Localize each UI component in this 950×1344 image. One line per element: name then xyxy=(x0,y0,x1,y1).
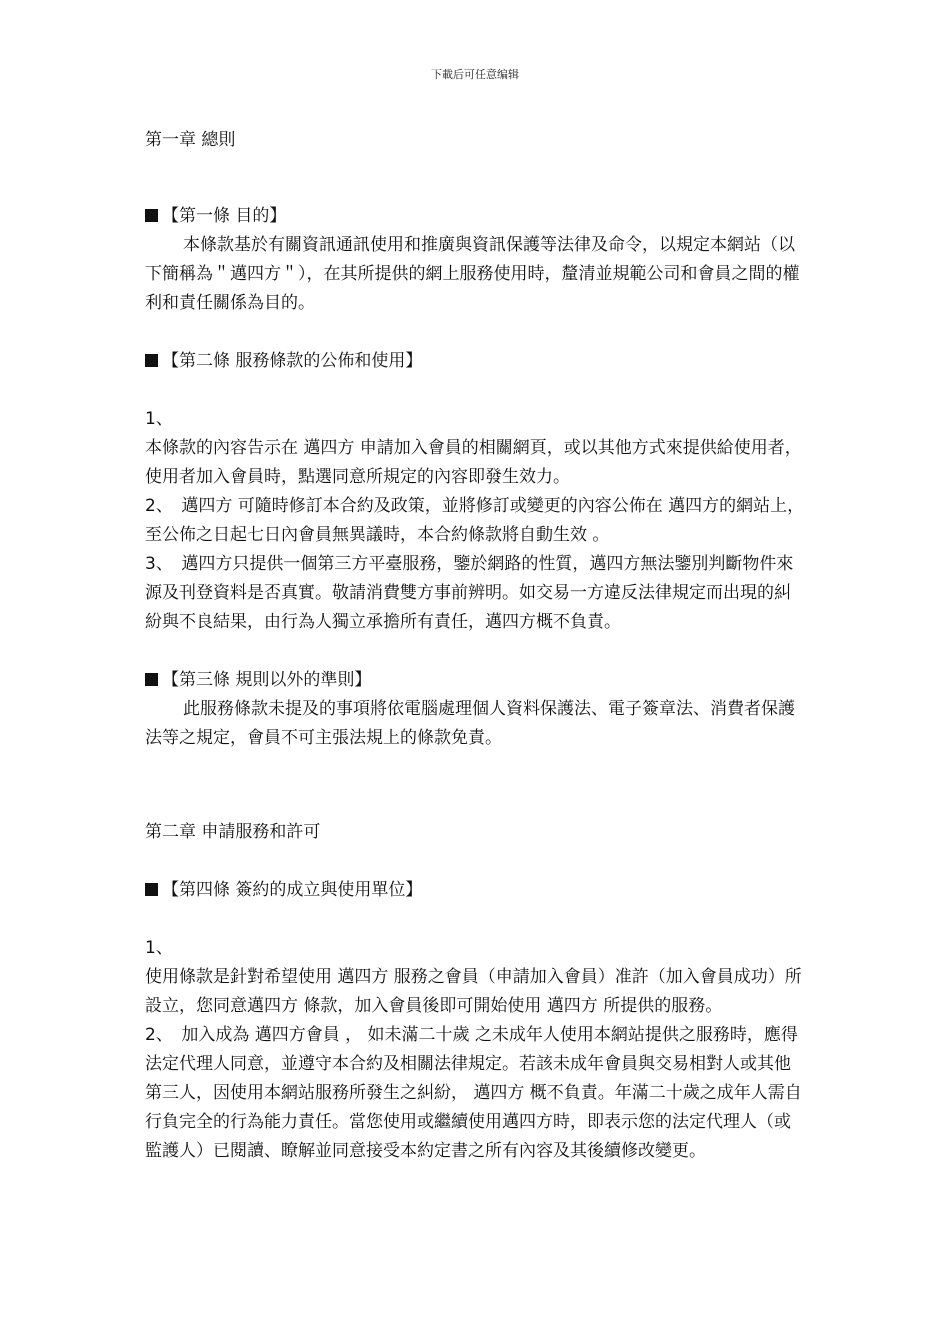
article-1-heading xyxy=(145,202,805,231)
article-2-heading xyxy=(145,347,805,376)
chapter-1-title: 第一章 總則 xyxy=(145,130,236,150)
article-4-item-1-number: 1、 xyxy=(145,938,173,958)
article-3-title: 【第三條 規則以外的準則】 xyxy=(162,670,372,690)
document-body xyxy=(145,126,805,1166)
article-2-item-3: 3、 邁四方只提供一個第三方平臺服務，鑒於網路的性質，邁四方無法鑒別判斷物件來源及刊登資料是否真實。敬請消費雙方事前辨明。如交易一方違反法律規定而出現的糾紛與不良結果，由行為人獨立承擔所有責任，邁四方概不負責。 xyxy=(145,554,794,632)
article-1-title: 【第一條 目的】 xyxy=(162,206,287,226)
article-2-title: 【第二條 服務條款的公佈和使用】 xyxy=(162,351,423,371)
square-bullet-icon xyxy=(145,209,158,222)
article-2-item-1: 本條款的內容告示在 邁四方 申請加入會員的相關網頁，或以其他方式來提供給使用者，使用者加入會員時，點選同意所規定的內容即發生效力。 xyxy=(145,438,802,487)
article-4-heading xyxy=(145,876,805,905)
article-3-heading xyxy=(145,666,805,695)
square-bullet-icon xyxy=(145,883,158,896)
article-4-item-1: 使用條款是針對希望使用 邁四方 服務之會員（申請加入會員）准許（加入會員成功）所設立，您同意邁四方 條款，加入會員後即可開始使用 邁四方 所提供的服務。 xyxy=(145,967,802,1016)
square-bullet-icon xyxy=(145,673,158,686)
article-4-title: 【第四條 簽約的成立與使用單位】 xyxy=(162,880,423,900)
article-1-body: 本條款基於有關資訊通訊使用和推廣與資訊保護等法律及命令，以規定本網站（以下簡稱為＂邁四方＂），在其所提供的網上服務使用時，釐清並規範公司和會員之間的權利和責任關係為目的。 xyxy=(145,235,800,313)
article-3-body: 此服務條款未提及的事項將依電腦處理個人資料保護法、電子簽章法、消費者保護法等之規定，會員不可主張法規上的條款免責。 xyxy=(145,699,795,748)
article-2-item-1-number: 1、 xyxy=(145,409,173,429)
square-bullet-icon xyxy=(145,354,158,367)
article-2-item-2: 2、 邁四方 可隨時修訂本合約及政策，並將修訂或變更的內容公佈在 邁四方的網站上，至公佈之日起七日內會員無異議時，本合約條款將自動生效 。 xyxy=(145,496,805,545)
article-4-item-2: 2、 加入成為 邁四方會員 ， 如未滿二十歲 之未成年人使用本網站提供之服務時，應得法定代理人同意，並遵守本合約及相關法律規定。若該未成年會員與交易相對人或其他第三人，因使用本網站服務所發生之糾紛， 邁四方 概不負責。年滿二十歲之成年人需自行負完全的行為能力責任。當您使用或繼續使用邁四方時，即表示您的法定代理人（或監護人）已閱讀、瞭解並同意接受本約定書之所有內容及其後續修改變更。 xyxy=(145,1025,802,1161)
chapter-2-title: 第二章 申請服務和許可 xyxy=(145,822,321,842)
page-header-note: 下載后可任意编辑 xyxy=(431,68,519,81)
